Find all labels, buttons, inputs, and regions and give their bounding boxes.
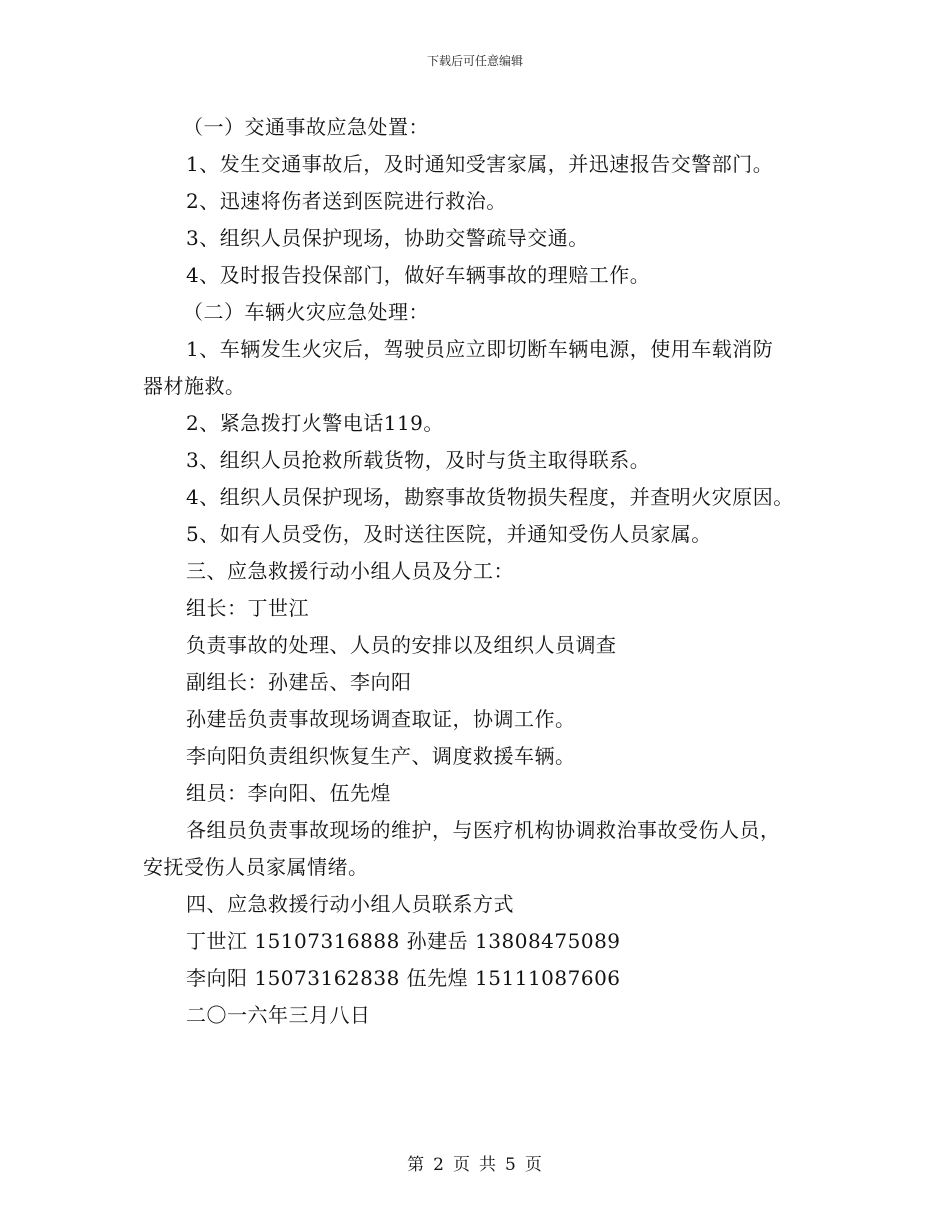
footer-page-unit: 页	[453, 1155, 471, 1175]
paragraph-fire-4: 4、组织人员保护现场，勘察事故货物损失程度，并查明火灾原因。	[186, 485, 794, 509]
footer-page-number: 2	[433, 1155, 445, 1175]
team-members-duty-cont: 安抚受伤人员家属情绪。	[143, 855, 369, 879]
paragraph-fire-2: 2、紧急拨打火警电话119。	[186, 411, 444, 435]
section-heading-team: 三、应急救援行动小组人员及分工：	[186, 559, 514, 583]
paragraph-fire-1: 1、车辆发生火灾后，驾驶员应立即切断车辆电源，使用车载消防	[186, 337, 774, 361]
contact-line-1: 丁世江 15107316888 孙建岳 13808475089	[186, 929, 621, 953]
contact-line-2: 李向阳 15073162838 伍先煌 15111087606	[186, 966, 621, 990]
team-leader-duty: 负责事故的处理、人员的安排以及组织人员调查	[186, 633, 617, 657]
section-heading-fire: （二）车辆火灾应急处理：	[183, 300, 429, 324]
team-members: 组员：李向阳、伍先煌	[186, 781, 391, 805]
document-body	[143, 109, 833, 1034]
paragraph-traffic-3: 3、组织人员保护现场，协助交警疏导交通。	[186, 226, 589, 250]
section-heading-traffic: （一）交通事故应急处置：	[183, 115, 429, 139]
paragraph-fire-5: 5、如有人员受伤，及时送往医院，并通知受伤人员家属。	[186, 522, 712, 546]
paragraph-traffic-2: 2、迅速将伤者送到医院进行救治。	[186, 189, 507, 213]
document-date: 二〇一六年三月八日	[186, 1003, 371, 1027]
team-deputy-duty-1: 孙建岳负责事故现场调查取证，协调工作。	[186, 707, 576, 731]
footer-page-prefix: 第	[407, 1155, 426, 1175]
footer-total-unit: 页	[524, 1155, 543, 1175]
paragraph-fire-3: 3、组织人员抢救所载货物，及时与货主取得联系。	[186, 448, 651, 472]
page-header: 下载后可任意编辑	[426, 54, 523, 68]
footer-total-pages: 5	[505, 1155, 517, 1175]
footer-total-prefix: 共	[479, 1155, 497, 1175]
team-members-duty: 各组员负责事故现场的维护，与医疗机构协调救治事故受伤人员，	[186, 818, 781, 842]
paragraph-traffic-4: 4、及时报告投保部门，做好车辆事故的理赔工作。	[186, 263, 651, 287]
paragraph-traffic-1: 1、发生交通事故后，及时通知受害家属，并迅速报告交警部门。	[186, 152, 774, 176]
team-leader: 组长：丁世江	[186, 596, 309, 620]
page-footer	[0, 1154, 950, 1176]
team-deputy: 副组长：孙建岳、李向阳	[186, 670, 412, 694]
team-deputy-duty-2: 李向阳负责组织恢复生产、调度救援车辆。	[186, 744, 576, 768]
paragraph-fire-1-cont: 器材施救。	[143, 374, 246, 398]
section-heading-contacts: 四、应急救援行动小组人员联系方式	[186, 892, 514, 916]
